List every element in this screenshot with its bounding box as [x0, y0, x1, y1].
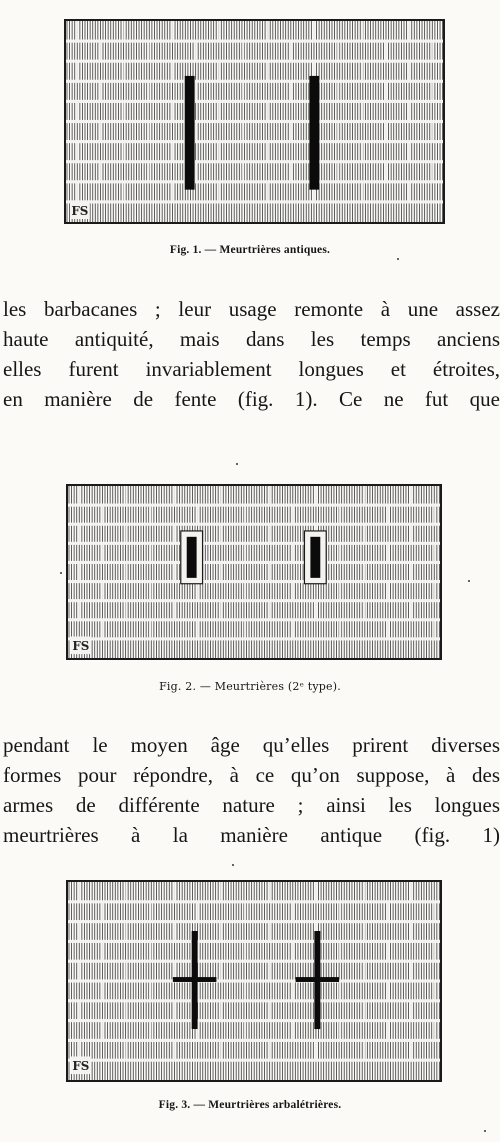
- brick-joint: [410, 922, 412, 942]
- brick-joint: [195, 41, 197, 61]
- print-speck: [236, 463, 238, 465]
- brick-joint: [363, 882, 365, 902]
- brick-joint: [292, 902, 294, 922]
- brick-joint: [290, 81, 292, 101]
- brick-joint: [220, 601, 222, 620]
- brick-joint: [76, 182, 78, 202]
- brick-joint: [100, 162, 102, 182]
- brick-joint: [339, 981, 341, 1001]
- brick-joint: [385, 162, 387, 182]
- print-speck: [397, 258, 399, 260]
- brick-joint: [171, 61, 173, 81]
- brick-joint: [339, 941, 341, 961]
- brick-joint: [102, 981, 104, 1001]
- brick-joint: [410, 486, 412, 505]
- mortar-course: [68, 580, 440, 583]
- brick-joint: [290, 162, 292, 182]
- brick-joint: [102, 620, 104, 639]
- brick-joint: [78, 486, 80, 505]
- brick-joint: [363, 922, 365, 942]
- brick-joint: [410, 524, 412, 543]
- brick-joint: [173, 922, 175, 942]
- brick-joint: [387, 543, 389, 562]
- mortar-course: [68, 523, 440, 526]
- brick-joint: [173, 1001, 175, 1021]
- brick-joint: [434, 941, 436, 961]
- brick-joint: [125, 601, 127, 620]
- mortar-course: [68, 960, 440, 963]
- brick-joint: [337, 41, 339, 61]
- brick-joint: [313, 21, 315, 41]
- brick-joint: [171, 21, 173, 41]
- brick-joint: [315, 1040, 317, 1060]
- figure-2-caption: Fig. 2. — Meurtrières (2ᵉ type).: [159, 680, 341, 693]
- brick-joint: [147, 41, 149, 61]
- brick-joint: [123, 61, 125, 81]
- brick-joint: [266, 182, 268, 202]
- brick-joint: [268, 601, 270, 620]
- brick-joint: [339, 620, 341, 639]
- brick-joint: [337, 81, 339, 101]
- brick-joint: [290, 122, 292, 142]
- brick-joint: [197, 620, 199, 639]
- brick-joint: [266, 101, 268, 121]
- brick-joint: [149, 981, 151, 1001]
- brick-joint: [242, 81, 244, 101]
- mortar-course: [68, 504, 440, 507]
- brick-joint: [173, 524, 175, 543]
- brick-joint: [363, 524, 365, 543]
- brick-joint: [100, 122, 102, 142]
- brick-joint: [147, 122, 149, 142]
- brick-joint: [218, 142, 220, 162]
- brick-joint: [387, 620, 389, 639]
- brick-joint: [173, 882, 175, 902]
- mortar-course: [68, 900, 440, 903]
- brick-joint: [125, 1040, 127, 1060]
- brick-joint: [434, 505, 436, 524]
- body-paragraph-2: [3, 730, 500, 850]
- brick-joint: [268, 882, 270, 902]
- brick-joint: [218, 182, 220, 202]
- brick-joint: [195, 81, 197, 101]
- brick-joint: [220, 961, 222, 981]
- mortar-course: [68, 542, 440, 545]
- mortar-course: [68, 999, 440, 1002]
- brick-joint: [339, 902, 341, 922]
- svg-text:FS: FS: [71, 204, 89, 219]
- brick-joint: [432, 122, 434, 142]
- brick-joint: [149, 505, 151, 524]
- brick-joint: [292, 1021, 294, 1041]
- brick-joint: [292, 505, 294, 524]
- brick-joint: [268, 486, 270, 505]
- mortar-course: [68, 561, 440, 564]
- svg-text:FS: FS: [72, 1059, 90, 1074]
- text-line: pendant le moyen âge qu’elles prirent diverses: [3, 733, 500, 757]
- figure-3-engraving: [66, 880, 442, 1082]
- brick-joint: [361, 21, 363, 41]
- print-speck: [60, 572, 62, 574]
- mortar-course: [68, 920, 440, 923]
- brick-joint: [123, 21, 125, 41]
- body-paragraph-1: [3, 294, 500, 414]
- brick-joint: [220, 1040, 222, 1060]
- brick-joint: [244, 505, 246, 524]
- brick-joint: [220, 922, 222, 942]
- brick-joint: [149, 543, 151, 562]
- brick-joint: [244, 1021, 246, 1041]
- long-slit: [185, 76, 195, 190]
- brick-joint: [78, 961, 80, 981]
- brick-joint: [171, 182, 173, 202]
- brick-joint: [339, 505, 341, 524]
- brick-joint: [434, 902, 436, 922]
- brick-joint: [125, 486, 127, 505]
- brick-joint: [408, 61, 410, 81]
- brick-joint: [220, 882, 222, 902]
- brick-joint: [149, 582, 151, 601]
- brick-joint: [220, 1001, 222, 1021]
- brick-joint: [363, 486, 365, 505]
- brick-joint: [125, 524, 127, 543]
- brick-joint: [244, 543, 246, 562]
- cross-slit-horizontal: [296, 977, 340, 982]
- brick-joint: [432, 81, 434, 101]
- brick-joint: [242, 41, 244, 61]
- brick-joint: [266, 61, 268, 81]
- brick-joint: [408, 182, 410, 202]
- mortar-course: [68, 637, 440, 640]
- brick-joint: [266, 142, 268, 162]
- brick-joint: [147, 81, 149, 101]
- brick-joint: [363, 562, 365, 581]
- brick-joint: [220, 486, 222, 505]
- figure-2-engraving: [66, 484, 442, 660]
- brick-joint: [76, 142, 78, 162]
- long-slit: [309, 76, 319, 190]
- brick-joint: [100, 81, 102, 101]
- figure-3-caption: Fig. 3. — Meurtrières arbalétrières.: [158, 1099, 342, 1111]
- brick-joint: [173, 1040, 175, 1060]
- brick-joint: [171, 101, 173, 121]
- text-line: armes de différente nature ; ainsi les longues: [3, 793, 500, 817]
- brick-joint: [78, 524, 80, 543]
- brick-joint: [363, 601, 365, 620]
- brick-joint: [337, 122, 339, 142]
- brick-joint: [387, 582, 389, 601]
- cross-slit-horizontal: [173, 977, 217, 982]
- brick-joint: [268, 1040, 270, 1060]
- brick-joint: [218, 21, 220, 41]
- brick-joint: [173, 601, 175, 620]
- brick-joint: [434, 543, 436, 562]
- brick-joint: [197, 902, 199, 922]
- brick-joint: [434, 981, 436, 1001]
- wall-illustration-fig3: [68, 882, 440, 1080]
- text-line: formes pour répondre, à ce qu’on suppose, à des: [3, 763, 500, 787]
- brick-joint: [125, 562, 127, 581]
- brick-joint: [292, 582, 294, 601]
- brick-joint: [339, 582, 341, 601]
- brick-joint: [123, 101, 125, 121]
- brick-joint: [432, 162, 434, 182]
- brick-joint: [171, 142, 173, 162]
- brick-joint: [387, 981, 389, 1001]
- text-line: elles furent invariablement longues et étroites,: [3, 357, 500, 381]
- brick-joint: [149, 941, 151, 961]
- brick-joint: [387, 1021, 389, 1041]
- figure-1-caption: Fig. 1. — Meurtrières antiques.: [169, 244, 331, 256]
- brick-joint: [102, 582, 104, 601]
- brick-joint: [361, 61, 363, 81]
- mortar-course: [68, 618, 440, 621]
- brick-joint: [125, 922, 127, 942]
- brick-joint: [173, 486, 175, 505]
- mortar-course: [68, 599, 440, 602]
- brick-joint: [244, 620, 246, 639]
- brick-joint: [292, 941, 294, 961]
- brick-joint: [385, 81, 387, 101]
- brick-joint: [244, 981, 246, 1001]
- text-line: haute antiquité, mais dans les temps anciens: [3, 327, 500, 351]
- wall-illustration-fig2: [68, 486, 440, 658]
- brick-joint: [244, 582, 246, 601]
- brick-joint: [242, 122, 244, 142]
- print-speck: [468, 580, 470, 582]
- brick-joint: [149, 1021, 151, 1041]
- brick-joint: [268, 524, 270, 543]
- brick-joint: [410, 1001, 412, 1021]
- brick-joint: [78, 1001, 80, 1021]
- print-speck: [484, 1130, 486, 1132]
- brick-joint: [337, 162, 339, 182]
- brick-joint: [385, 122, 387, 142]
- brick-joint: [197, 505, 199, 524]
- brick-joint: [315, 882, 317, 902]
- brick-joint: [123, 142, 125, 162]
- brick-joint: [78, 601, 80, 620]
- brick-joint: [408, 21, 410, 41]
- brick-joint: [434, 582, 436, 601]
- brick-joint: [387, 941, 389, 961]
- brick-joint: [315, 601, 317, 620]
- svg-text:FS: FS: [72, 639, 90, 654]
- brick-joint: [410, 882, 412, 902]
- brick-joint: [408, 101, 410, 121]
- brick-joint: [432, 41, 434, 61]
- short-slit: [310, 537, 320, 578]
- wall-hatching: [69, 486, 439, 658]
- brick-joint: [102, 543, 104, 562]
- brick-joint: [339, 1021, 341, 1041]
- brick-joint: [78, 922, 80, 942]
- brick-joint: [266, 21, 268, 41]
- brick-joint: [268, 1001, 270, 1021]
- brick-joint: [408, 142, 410, 162]
- short-slit: [187, 537, 197, 578]
- figure-1-engraving: [64, 19, 445, 224]
- brick-joint: [195, 122, 197, 142]
- mortar-course: [68, 1019, 440, 1022]
- brick-joint: [123, 182, 125, 202]
- brick-joint: [363, 1040, 365, 1060]
- brick-joint: [125, 882, 127, 902]
- brick-joint: [78, 562, 80, 581]
- engraver-monogram: [71, 1056, 91, 1074]
- brick-joint: [387, 505, 389, 524]
- engraver-monogram: [70, 201, 90, 219]
- brick-joint: [149, 902, 151, 922]
- brick-joint: [197, 582, 199, 601]
- brick-joint: [244, 902, 246, 922]
- brick-joint: [195, 162, 197, 182]
- brick-joint: [268, 562, 270, 581]
- wall-illustration-fig1: [66, 21, 443, 222]
- brick-joint: [290, 41, 292, 61]
- brick-joint: [410, 601, 412, 620]
- brick-joint: [102, 902, 104, 922]
- brick-joint: [242, 162, 244, 182]
- brick-joint: [361, 142, 363, 162]
- text-line: en manière de fente (fig. 1). Ce ne fut que: [3, 387, 500, 411]
- brick-joint: [410, 1040, 412, 1060]
- brick-joint: [339, 543, 341, 562]
- brick-joint: [100, 41, 102, 61]
- mortar-course: [68, 1039, 440, 1042]
- mortar-course: [68, 1059, 440, 1062]
- mortar-course: [68, 979, 440, 982]
- brick-joint: [78, 882, 80, 902]
- brick-joint: [292, 981, 294, 1001]
- brick-joint: [363, 1001, 365, 1021]
- brick-joint: [76, 21, 78, 41]
- brick-joint: [387, 902, 389, 922]
- brick-joint: [268, 961, 270, 981]
- brick-joint: [292, 543, 294, 562]
- brick-joint: [363, 961, 365, 981]
- mortar-course: [68, 940, 440, 943]
- brick-joint: [102, 505, 104, 524]
- brick-joint: [125, 961, 127, 981]
- brick-joint: [76, 61, 78, 81]
- brick-joint: [218, 101, 220, 121]
- brick-joint: [102, 941, 104, 961]
- text-line: les barbacanes ; leur usage remonte à une assez: [3, 297, 500, 321]
- brick-joint: [220, 524, 222, 543]
- brick-joint: [147, 162, 149, 182]
- brick-joint: [410, 562, 412, 581]
- brick-joint: [434, 620, 436, 639]
- brick-joint: [149, 620, 151, 639]
- brick-joint: [315, 486, 317, 505]
- brick-joint: [361, 182, 363, 202]
- engraver-monogram: [71, 637, 91, 655]
- brick-joint: [102, 1021, 104, 1041]
- brick-joint: [76, 101, 78, 121]
- brick-joint: [173, 562, 175, 581]
- brick-joint: [218, 61, 220, 81]
- brick-joint: [410, 961, 412, 981]
- print-speck: [232, 864, 234, 866]
- text-line: meurtrières à la manière antique (fig. 1): [3, 823, 500, 847]
- mortar-course: [66, 200, 443, 203]
- brick-joint: [361, 101, 363, 121]
- brick-joint: [292, 620, 294, 639]
- brick-joint: [125, 1001, 127, 1021]
- brick-joint: [434, 1021, 436, 1041]
- brick-joint: [220, 562, 222, 581]
- brick-joint: [244, 941, 246, 961]
- brick-joint: [385, 41, 387, 61]
- brick-joint: [268, 922, 270, 942]
